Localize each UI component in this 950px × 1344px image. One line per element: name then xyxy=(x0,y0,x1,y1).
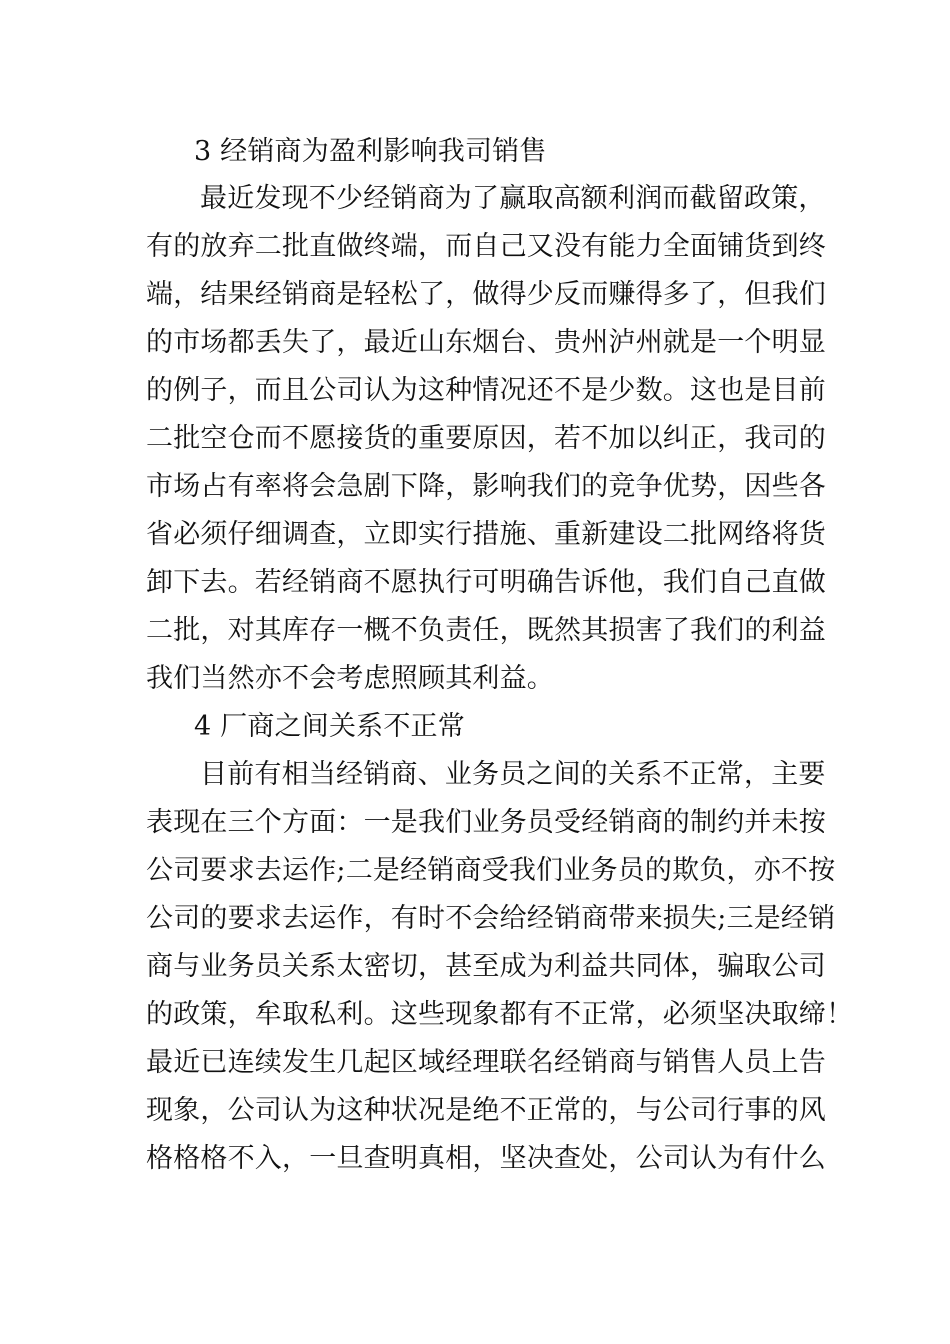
paragraph-line: 公司的要求去运作，有时不会给经销商带来损失;三是经销 xyxy=(146,903,836,934)
paragraph-line: 二批空仓而不愿接货的重要原因，若不加以纠正，我司的 xyxy=(146,423,826,454)
paragraph-line: 的市场都丢失了，最近山东烟台、贵州泸州就是一个明显 xyxy=(146,327,826,358)
paragraph-line: 目前有相当经销商、业务员之间的关系不正常，主要 xyxy=(200,759,826,790)
paragraph-line: 端，结果经销商是轻松了，做得少反而赚得多了，但我们 xyxy=(146,279,826,310)
paragraph-line: 最近发现不少经销商为了赢取高额利润而截留政策， xyxy=(200,183,826,214)
paragraph-line: 的政策，牟取私利。这些现象都有不正常，必须坚决取缔！ xyxy=(146,999,854,1030)
paragraph-line: 有的放弃二批直做终端，而自己又没有能力全面铺货到终 xyxy=(146,231,826,262)
paragraph-line: 卸下去。若经销商不愿执行可明确告诉他，我们自己直做 xyxy=(146,567,826,598)
section-heading-3: 3 经销商为盈利影响我司销售 xyxy=(194,136,547,167)
paragraph-line: 的例子，而且公司认为这种情况还不是少数。这也是目前 xyxy=(146,375,826,406)
paragraph-line: 公司要求去运作;二是经销商受我们业务员的欺负，亦不按 xyxy=(146,855,836,886)
paragraph-line: 商与业务员关系太密切，甚至成为利益共同体，骗取公司 xyxy=(146,951,826,982)
paragraph-line: 格格格不入，一旦查明真相，坚决查处，公司认为有什么 xyxy=(146,1143,826,1174)
paragraph-line: 表现在三个方面：一是我们业务员受经销商的制约并未按 xyxy=(146,807,826,838)
paragraph-line: 二批，对其库存一概不负责任，既然其损害了我们的利益 xyxy=(146,615,826,646)
paragraph-line: 最近已连续发生几起区域经理联名经销商与销售人员上告 xyxy=(146,1047,826,1078)
paragraph-line: 市场占有率将会急剧下降，影响我们的竞争优势，因些各 xyxy=(146,471,826,502)
paragraph-line: 我们当然亦不会考虑照顾其利益。 xyxy=(146,663,554,694)
paragraph-line: 现象，公司认为这种状况是绝不正常的，与公司行事的风 xyxy=(146,1095,826,1126)
section-heading-4: 4 厂商之间关系不正常 xyxy=(194,711,465,742)
paragraph-line: 省必须仔细调查，立即实行措施、重新建设二批网络将货 xyxy=(146,519,826,550)
